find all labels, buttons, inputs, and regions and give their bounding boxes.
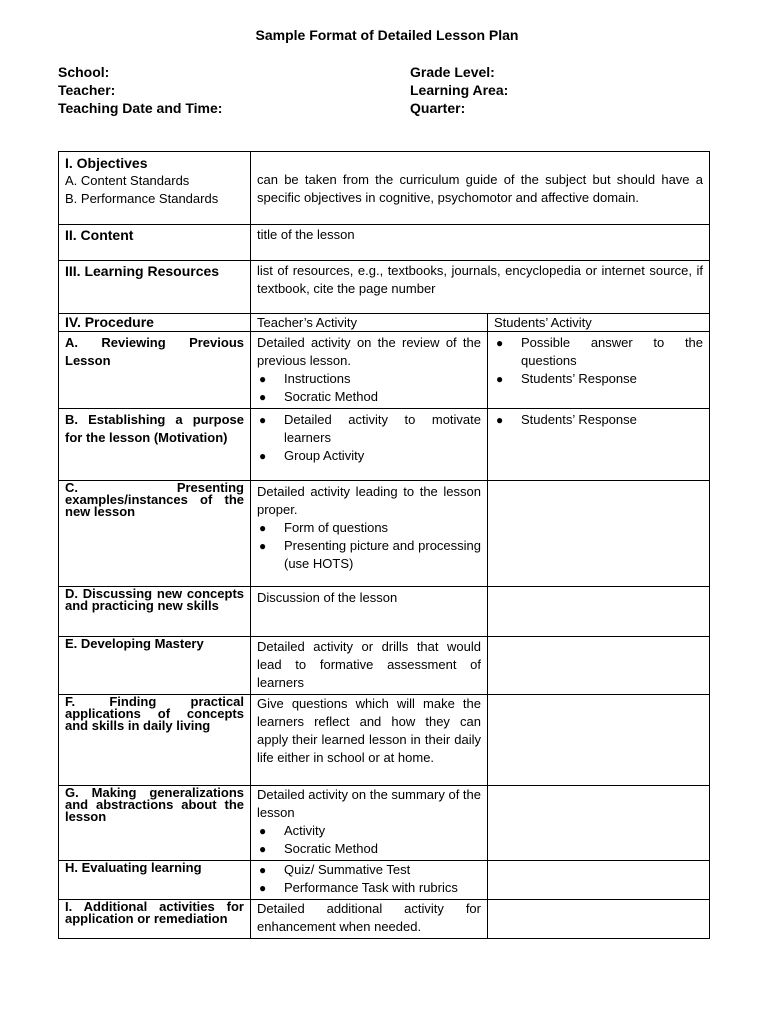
- objectives-cell: [59, 152, 251, 225]
- students-activity-cell: [488, 481, 710, 587]
- bullet-item: ● Possible answer to the questions: [494, 334, 703, 370]
- student-bullet-list: [494, 411, 703, 429]
- bullet-item: ● Socratic Method: [257, 840, 481, 858]
- teacher-activity-header: Teacher’s Activity: [251, 314, 488, 332]
- header-left: [58, 63, 222, 117]
- resources-row: [59, 261, 710, 314]
- teacher-bullet-list: [257, 411, 481, 465]
- objectives-row: [59, 152, 710, 225]
- teacher-label: Teacher:: [58, 82, 116, 98]
- teacher-activity-cell: [251, 332, 488, 409]
- objectives-heading: I. Objectives: [65, 155, 148, 171]
- procedure-step-label: A. Reviewing Previous Lesson: [59, 332, 251, 409]
- resources-heading: III. Learning Resources: [59, 261, 251, 314]
- teacher-activity-text: Detailed additional activity for enhancement when needed.: [251, 900, 488, 939]
- students-activity-header: Students’ Activity: [488, 314, 710, 332]
- students-activity-cell: [488, 637, 710, 695]
- teacher-activity-text: Give questions which will make the learners reflect and how they can apply their learned lesson in their daily life either in school or at home.: [251, 695, 488, 786]
- grade-level-label: Grade Level:: [410, 64, 495, 80]
- student-bullet-list: [494, 334, 703, 388]
- header-right: [410, 63, 508, 117]
- procedure-row: [59, 409, 710, 481]
- teacher-activity-text: Detailed activity or drills that would lead to formative assessment of learners: [251, 637, 488, 695]
- bullet-item: ● Form of questions: [257, 519, 481, 537]
- bullet-item: ● Presenting picture and processing (use HOTS): [257, 537, 481, 573]
- students-activity-cell: [488, 332, 710, 409]
- learning-area-label: Learning Area:: [410, 82, 509, 98]
- document-title: Sample Format of Detailed Lesson Plan: [255, 27, 519, 43]
- procedure-row: [59, 481, 710, 587]
- procedure-step-label: E. Developing Mastery: [59, 637, 251, 695]
- procedure-step-label: C. Presenting examples/instances of the new lesson: [59, 481, 251, 587]
- teacher-activity-text: Detailed activity on the review of the previous lesson.: [257, 335, 481, 368]
- procedure-row: [59, 637, 710, 695]
- teacher-bullet-list: [257, 519, 481, 573]
- procedure-row: [59, 587, 710, 637]
- teacher-activity-cell: [251, 481, 488, 587]
- bullet-item: ● Activity: [257, 822, 481, 840]
- bullet-item: ● Detailed activity to motivate learners: [257, 411, 481, 447]
- bullet-item: ● Group Activity: [257, 447, 481, 465]
- students-activity-cell: [488, 900, 710, 939]
- students-activity-cell: [488, 587, 710, 637]
- teacher-activity-text: Detailed activity on the summary of the lesson: [257, 787, 481, 820]
- procedure-step-label: G. Making generalizations and abstractions about the lesson: [59, 786, 251, 861]
- procedure-step-label: D. Discussing new concepts and practicing new skills: [59, 587, 251, 637]
- bullet-item: ● Students’ Response: [494, 411, 703, 429]
- bullet-item: ● Students’ Response: [494, 370, 703, 388]
- bullet-item: ● Quiz/ Summative Test: [257, 861, 481, 879]
- procedure-step-label: I. Additional activities for application or remediation: [59, 900, 251, 939]
- lesson-plan-table: [58, 151, 710, 939]
- students-activity-cell: [488, 786, 710, 861]
- procedure-row: [59, 695, 710, 786]
- teacher-bullet-list: [257, 370, 481, 406]
- procedure-heading: IV. Procedure: [59, 314, 251, 332]
- teaching-date-label: Teaching Date and Time:: [58, 100, 223, 116]
- procedure-step-label: F. Finding practical applications of concepts and skills in daily living: [59, 695, 251, 786]
- teacher-activity-cell: [251, 409, 488, 481]
- students-activity-cell: [488, 695, 710, 786]
- teacher-activity-text: Discussion of the lesson: [251, 587, 488, 637]
- teacher-bullet-list: [257, 822, 481, 858]
- procedure-row: [59, 861, 710, 900]
- procedure-row: [59, 786, 710, 861]
- content-row: [59, 225, 710, 261]
- teacher-activity-text: Detailed activity leading to the lesson proper.: [257, 484, 481, 517]
- students-activity-cell: [488, 861, 710, 900]
- content-text: title of the lesson: [251, 225, 710, 261]
- resources-text: list of resources, e.g., textbooks, journals, encyclopedia or internet source, if textbook, cite the page number: [251, 261, 710, 314]
- teacher-activity-cell: [251, 786, 488, 861]
- objectives-text: can be taken from the curriculum guide of the subject but should have a specific objectives in cognitive, psychomotor and affective domain.: [251, 152, 710, 225]
- content-heading: II. Content: [59, 225, 251, 261]
- bullet-item: ● Instructions: [257, 370, 481, 388]
- content-standards-label: A. Content Standards: [65, 173, 190, 188]
- bullet-item: ● Socratic Method: [257, 388, 481, 406]
- teacher-activity-cell: [251, 861, 488, 900]
- procedure-row: [59, 332, 710, 409]
- procedure-step-label: H. Evaluating learning: [59, 861, 251, 900]
- teacher-bullet-list: [257, 861, 481, 897]
- procedure-header-row: [59, 314, 710, 332]
- school-label: School:: [58, 64, 110, 80]
- students-activity-cell: [488, 409, 710, 481]
- procedure-step-label: B. Establishing a purpose for the lesson (Motivation): [59, 409, 251, 481]
- procedure-row: [59, 900, 710, 939]
- performance-standards-label: B. Performance Standards: [65, 191, 219, 206]
- bullet-item: ● Performance Task with rubrics: [257, 879, 481, 897]
- quarter-label: Quarter:: [410, 100, 466, 116]
